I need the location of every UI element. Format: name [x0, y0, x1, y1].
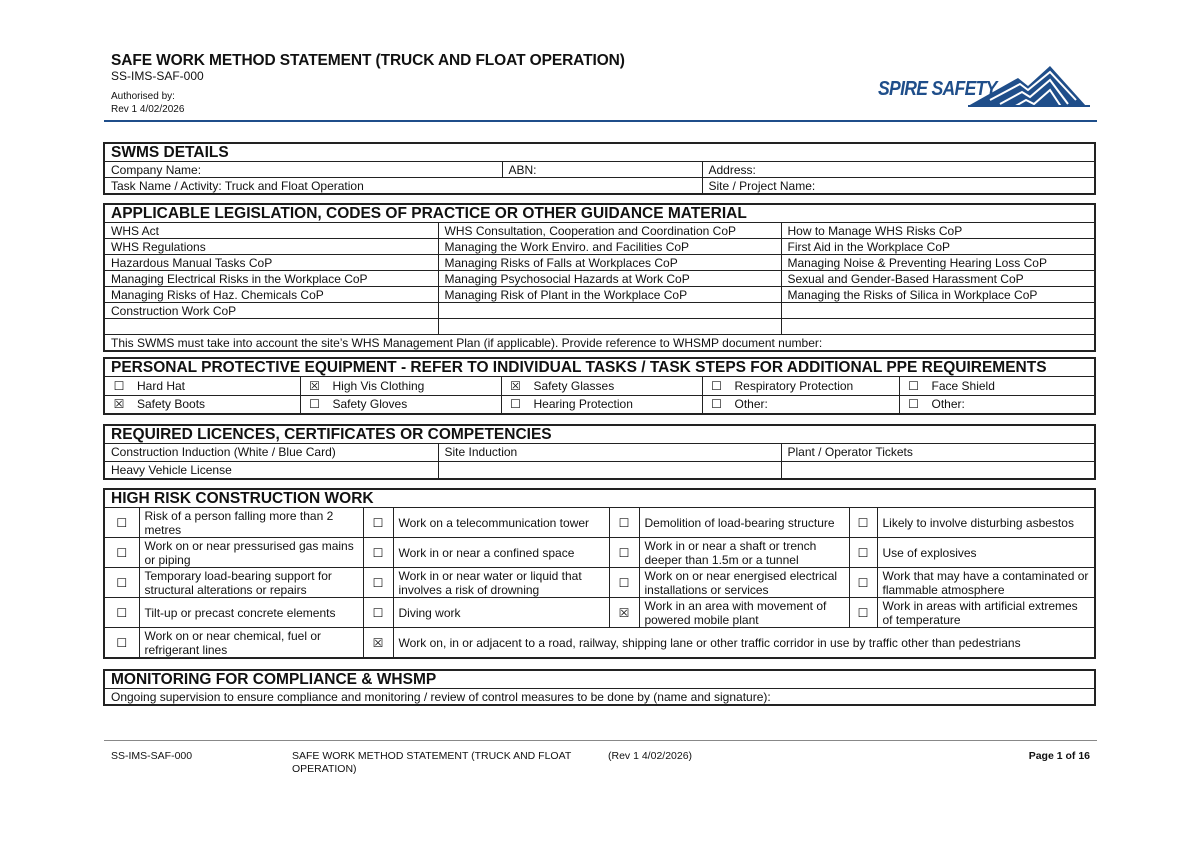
ppe-item[interactable]: [501, 395, 702, 413]
table-cell: Managing the Work Enviro. and Facilities CoP: [438, 239, 781, 255]
ppe-item[interactable]: [300, 377, 501, 395]
high-risk-work-section: [103, 488, 1096, 659]
table-cell[interactable]: [781, 319, 1094, 335]
table-cell: Construction Induction (White / Blue Card): [105, 444, 438, 461]
page-number: Page 1 of 16: [1028, 750, 1090, 762]
checkbox-icon[interactable]: ☐: [363, 598, 393, 628]
ppe-table: [105, 377, 1094, 413]
ppe-label: Face Shield: [931, 378, 995, 393]
mountain-logo-icon: [968, 62, 1092, 110]
table-cell: Construction Work CoP: [105, 303, 438, 319]
logo-text: SPIRE SAFETY: [878, 78, 997, 100]
ppe-label: Other:: [734, 397, 768, 412]
table-cell: WHS Regulations: [105, 239, 438, 255]
checkbox-icon[interactable]: ☐: [105, 508, 139, 538]
checkbox-icon[interactable]: ☐: [849, 568, 877, 598]
section-heading: MONITORING FOR COMPLIANCE & WHSMP: [105, 671, 1094, 689]
risk-item-label: Use of explosives: [877, 538, 1094, 568]
table-row: [105, 538, 1094, 568]
checkbox-icon[interactable]: ☐: [849, 598, 877, 628]
table-cell[interactable]: [438, 303, 781, 319]
table-row: [105, 444, 1094, 461]
ppe-item[interactable]: [105, 395, 300, 413]
risk-item-label: Work on, in or adjacent to a road, railway, shipping lane or other traffic corridor in use by traffic other than pedestrians: [393, 628, 1094, 658]
document-code: SS-IMS-SAF-000: [111, 69, 204, 83]
table-cell: First Aid in the Workplace CoP: [781, 239, 1094, 255]
table-row: [105, 287, 1094, 303]
checkbox-icon[interactable]: ☐: [363, 508, 393, 538]
authorised-by: Authorised by:: [111, 91, 175, 102]
ppe-item[interactable]: [899, 377, 1094, 395]
table-cell: Managing Risks of Haz. Chemicals CoP: [105, 287, 438, 303]
monitoring-field[interactable]: Ongoing supervision to ensure compliance and monitoring / review of control measures to be done by (name and signature):: [111, 689, 771, 704]
swms-details-section: [103, 142, 1096, 195]
table-row: [105, 568, 1094, 598]
monitoring-section: [103, 669, 1096, 706]
section-heading: PERSONAL PROTECTIVE EQUIPMENT - REFER TO INDIVIDUAL TASKS / TASK STEPS FOR ADDITIONAL PPE REQUIREMENTS: [105, 359, 1094, 377]
table-cell: Managing Risk of Plant in the Workplace CoP: [438, 287, 781, 303]
table-cell: Managing Noise & Preventing Hearing Loss CoP: [781, 255, 1094, 271]
checkbox-icon[interactable]: ☐: [105, 568, 139, 598]
address-field[interactable]: Address:: [702, 162, 1094, 178]
revision: Rev 1 4/02/2026: [111, 104, 185, 115]
risk-item-label: Work in an area with movement of powered mobile plant: [639, 598, 849, 628]
table-cell[interactable]: [105, 319, 438, 335]
table-row: [105, 395, 1094, 413]
table-cell: Managing Risks of Falls at Workplaces CoP: [438, 255, 781, 271]
task-name-field[interactable]: Task Name / Activity: Truck and Float Operation: [105, 178, 702, 194]
checkbox-icon[interactable]: ☐: [363, 568, 393, 598]
ppe-item[interactable]: [105, 377, 300, 395]
table-row: [105, 508, 1094, 538]
checkbox-icon[interactable]: ☐: [105, 598, 139, 628]
table-cell: Heavy Vehicle License: [105, 461, 438, 478]
table-cell: Sexual and Gender-Based Harassment CoP: [781, 271, 1094, 287]
checkbox-icon[interactable]: ☐: [105, 628, 139, 658]
checkbox-icon[interactable]: ☐: [849, 538, 877, 568]
risk-item-label: Work that may have a contaminated or flammable atmosphere: [877, 568, 1094, 598]
checkbox-icon[interactable]: ☐: [908, 378, 919, 393]
risk-item-label: Diving work: [393, 598, 609, 628]
checkbox-icon[interactable]: ☐: [609, 508, 639, 538]
ppe-label: Hard Hat: [137, 378, 186, 393]
table-row: [105, 223, 1094, 239]
risk-item-label: Work in or near a confined space: [393, 538, 609, 568]
table-row: [105, 628, 1094, 658]
risk-item-label: Risk of a person falling more than 2 metres: [139, 508, 363, 538]
checkbox-icon[interactable]: ☐: [113, 378, 125, 393]
checkbox-icon[interactable]: ☐: [510, 397, 521, 412]
whsmp-reference-field[interactable]: This SWMS must take into account the site’s WHS Management Plan (if applicable). Provide reference to WHSMP document number:: [105, 335, 1094, 351]
risk-item-label: Temporary load-bearing support for structural alterations or repairs: [139, 568, 363, 598]
table-cell: Managing Electrical Risks in the Workplace CoP: [105, 271, 438, 287]
document-header: [104, 50, 1097, 124]
section-heading: SWMS DETAILS: [105, 144, 1094, 162]
table-row: [105, 271, 1094, 287]
table-row: [105, 319, 1094, 335]
risk-item-label: Tilt-up or precast concrete elements: [139, 598, 363, 628]
table-row: [105, 461, 1094, 478]
legislation-table: [105, 223, 1094, 350]
table-cell: WHS Act: [105, 223, 438, 239]
checkbox-checked-icon[interactable]: ☒: [510, 378, 521, 393]
ppe-label: Safety Boots: [137, 397, 206, 412]
company-logo: [874, 60, 1092, 110]
footer-doc-title: SAFE WORK METHOD STATEMENT (TRUCK AND FLOAT OPERATION): [292, 750, 572, 775]
licences-table: [105, 444, 1094, 478]
checkbox-checked-icon[interactable]: ☒: [113, 397, 125, 412]
ppe-label: Other:: [931, 397, 965, 412]
risk-item-label: Work in areas with artificial extremes of temperature: [877, 598, 1094, 628]
site-name-field[interactable]: Site / Project Name:: [702, 178, 1094, 194]
table-row: [105, 598, 1094, 628]
licences-section: [103, 424, 1096, 480]
table-cell: Site Induction: [438, 444, 781, 461]
ppe-item[interactable]: [702, 395, 899, 413]
ppe-section: [103, 357, 1096, 415]
section-heading: HIGH RISK CONSTRUCTION WORK: [105, 490, 1094, 508]
table-row: [105, 377, 1094, 395]
checkbox-icon[interactable]: ☐: [609, 538, 639, 568]
checkbox-icon[interactable]: ☐: [105, 538, 139, 568]
checkbox-icon[interactable]: ☐: [849, 508, 877, 538]
footer-doc-code: SS-IMS-SAF-000: [111, 750, 193, 762]
header-divider: [104, 120, 1097, 122]
table-cell[interactable]: [781, 303, 1094, 319]
table-cell[interactable]: [781, 461, 1094, 478]
ppe-label: Safety Glasses: [533, 378, 615, 393]
risk-item-label: Work on a telecommunication tower: [393, 508, 609, 538]
checkbox-icon[interactable]: ☐: [309, 397, 320, 412]
ppe-item[interactable]: [899, 395, 1094, 413]
table-row: [105, 239, 1094, 255]
checkbox-icon[interactable]: ☐: [363, 538, 393, 568]
ppe-item[interactable]: [702, 377, 899, 395]
ppe-label: Hearing Protection: [533, 397, 633, 412]
ppe-item[interactable]: [300, 395, 501, 413]
legislation-section: [103, 203, 1096, 352]
checkbox-checked-icon[interactable]: ☒: [363, 628, 393, 658]
swms-details-table: [105, 162, 1094, 193]
monitoring-table: [105, 689, 1094, 704]
high-risk-work-table: [105, 508, 1094, 657]
table-cell: Hazardous Manual Tasks CoP: [105, 255, 438, 271]
risk-item-label: Likely to involve disturbing asbestos: [877, 508, 1094, 538]
table-row: [105, 255, 1094, 271]
risk-item-label: Work on or near pressurised gas mains or piping: [139, 538, 363, 568]
table-cell: How to Manage WHS Risks CoP: [781, 223, 1094, 239]
table-cell[interactable]: [438, 319, 781, 335]
checkbox-icon[interactable]: ☐: [609, 568, 639, 598]
table-cell: Plant / Operator Tickets: [781, 444, 1094, 461]
document-title: SAFE WORK METHOD STATEMENT (TRUCK AND FLOAT OPERATION): [111, 52, 625, 69]
footer-revision: (Rev 1 4/02/2026): [608, 750, 693, 762]
checkbox-icon[interactable]: ☐: [711, 378, 722, 393]
ppe-label: High Vis Clothing: [332, 378, 425, 393]
checkbox-checked-icon[interactable]: ☒: [609, 598, 639, 628]
company-name-field[interactable]: Company Name:: [105, 162, 502, 178]
abn-field[interactable]: ABN:: [502, 162, 702, 178]
checkbox-checked-icon[interactable]: ☒: [309, 378, 320, 393]
risk-item-label: Demolition of load-bearing structure: [639, 508, 849, 538]
table-cell: Managing the Risks of Silica in Workplace CoP: [781, 287, 1094, 303]
ppe-label: Respiratory Protection: [734, 378, 854, 393]
risk-item-label: Work in or near a shaft or trench deeper than 1.5m or a tunnel: [639, 538, 849, 568]
table-cell: Managing Psychosocial Hazards at Work CoP: [438, 271, 781, 287]
risk-item-label: Work on or near chemical, fuel or refrigerant lines: [139, 628, 363, 658]
section-heading: APPLICABLE LEGISLATION, CODES OF PRACTICE OR OTHER GUIDANCE MATERIAL: [105, 205, 1094, 223]
checkbox-icon[interactable]: ☐: [711, 397, 722, 412]
footer-divider: [104, 740, 1097, 741]
table-row: [105, 689, 1094, 704]
table-cell[interactable]: [438, 461, 781, 478]
table-row: [105, 335, 1094, 351]
ppe-item[interactable]: [501, 377, 702, 395]
section-heading: REQUIRED LICENCES, CERTIFICATES OR COMPETENCIES: [105, 426, 1094, 444]
ppe-label: Safety Gloves: [332, 397, 408, 412]
table-row: [105, 303, 1094, 319]
risk-item-label: Work on or near energised electrical installations or services: [639, 568, 849, 598]
checkbox-icon[interactable]: ☐: [908, 397, 919, 412]
risk-item-label: Work in or near water or liquid that involves a risk of drowning: [393, 568, 609, 598]
table-cell: WHS Consultation, Cooperation and Coordination CoP: [438, 223, 781, 239]
